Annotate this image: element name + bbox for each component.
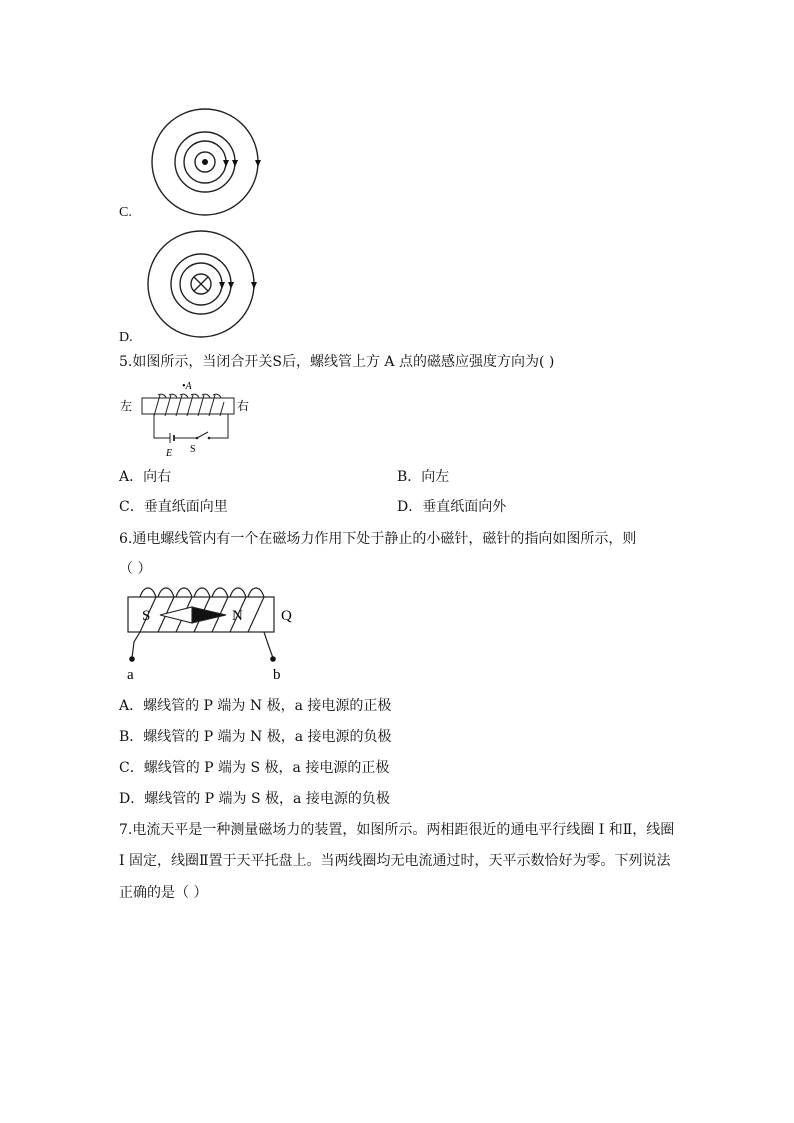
q6-terminal-b-label: b xyxy=(273,667,281,683)
q5-option-d: D．垂直纸面向外 xyxy=(397,499,507,515)
q6-solenoid-compass-figure xyxy=(118,584,308,684)
q5-right-label: 右 xyxy=(237,399,250,413)
q6-terminal-a-label: a xyxy=(127,667,134,683)
option-d-field-figure xyxy=(144,230,260,340)
q6-stem: 6.通电螺线管内有一个在磁场力作用下处于静止的小磁针，磁针的指向如图所示，则 xyxy=(119,531,637,547)
q6-s-label: S xyxy=(142,608,151,624)
q6-q-label: Q xyxy=(281,608,292,624)
q5-left-label: 左 xyxy=(120,399,133,413)
option-c-field-figure xyxy=(148,108,264,218)
q7-stem-line-2: I 固定，线圈Ⅱ置于天平托盘上。当两线圈均无电流通过时，天平示数恰好为零。下列说法 xyxy=(119,853,671,869)
option-c-letter: C. xyxy=(119,205,132,220)
q6-option-d: D．螺线管的 P 端为 S 极，a 接电源的负极 xyxy=(119,791,390,807)
q7-stem-line-1: 7.电流天平是一种测量磁场力的装置，如图所示。两相距很近的通电平行线圈 I 和Ⅱ，线圈 xyxy=(119,822,675,838)
q7-stem-line-3: 正确的是（ ） xyxy=(119,885,208,901)
q5-option-a: A．向右 xyxy=(119,469,172,485)
q6-option-c: C．螺线管的 P 端为 S 极，a 接电源的正极 xyxy=(119,760,390,776)
q6-option-b: B．螺线管的 P 端为 N 极，a 接电源的负极 xyxy=(119,729,392,745)
q5-stem: 5.如图所示，当闭合开关S后，螺线管上方 A 点的磁感应强度方向为( ) xyxy=(119,354,555,370)
q5-option-b: B．向左 xyxy=(397,469,450,485)
q5-solenoid-circuit-figure xyxy=(118,378,258,462)
option-d-letter: D. xyxy=(119,330,133,345)
q6-n-label: N xyxy=(232,608,243,624)
q6-answer-paren: （ ） xyxy=(119,561,152,577)
q6-option-a: A．螺线管的 P 端为 N 极，a 接电源的正极 xyxy=(119,698,392,714)
q5-switch-label: S xyxy=(190,444,196,455)
q5-point-a-label: •A xyxy=(182,381,192,392)
q5-option-c: C．垂直纸面向里 xyxy=(119,499,228,515)
q5-battery-label: E xyxy=(166,448,173,459)
